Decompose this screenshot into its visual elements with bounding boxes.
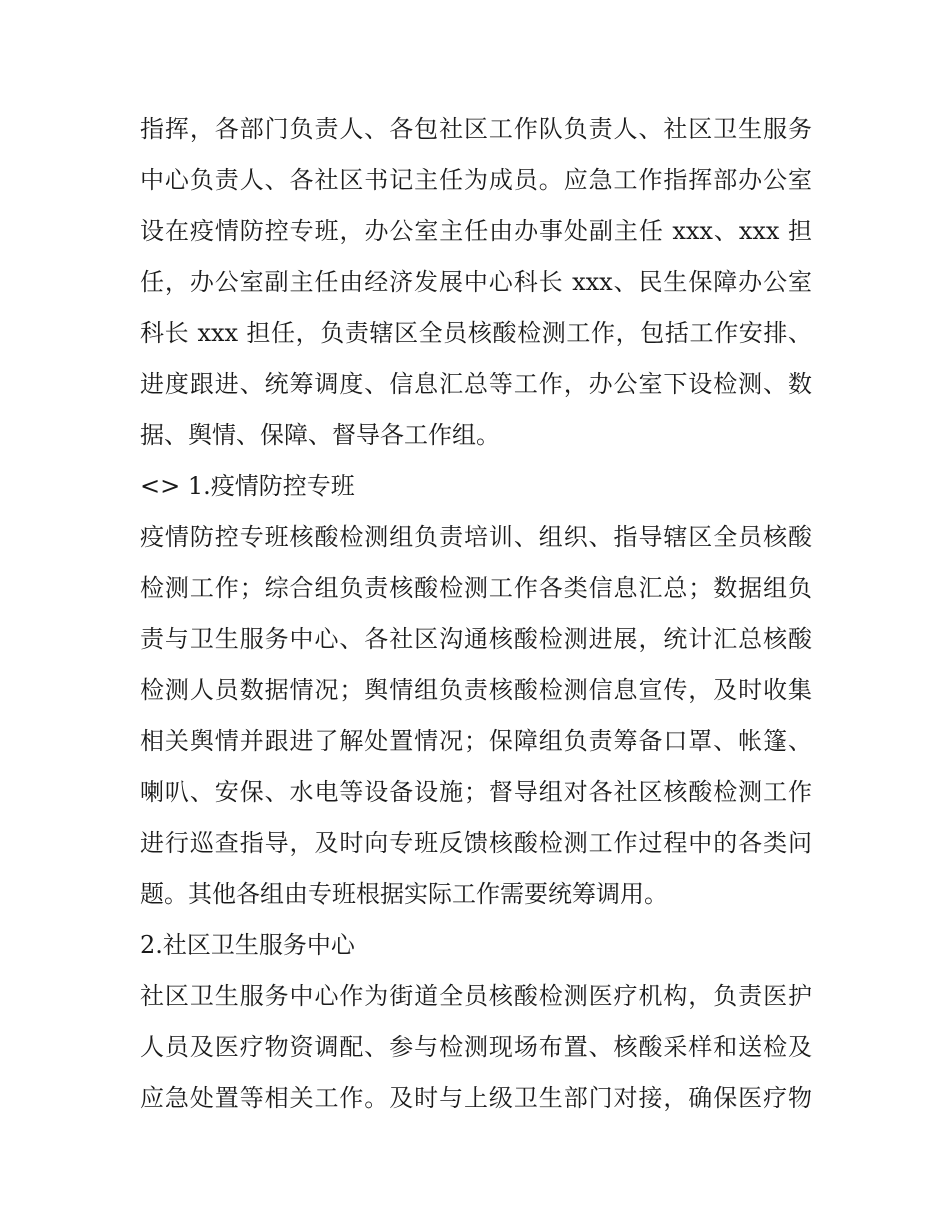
- paragraph-health-center-duties: [140, 971, 812, 1124]
- text-line: 设在疫情防控专班，办公室主任由办事处副主任 xxx、xxx 担: [140, 217, 812, 245]
- text-line: 疫情防控专班核酸检测组负责培训、组织、指导辖区全员核酸: [140, 523, 812, 551]
- document-body: [140, 104, 812, 1124]
- text-line: 指挥，各部门负责人、各包社区工作队负责人、社区卫生服务: [140, 115, 812, 143]
- text-line: 检测人员数据情况；舆情组负责核酸检测信息宣传，及时收集: [140, 676, 812, 704]
- text-line: 检测工作；综合组负责核酸检测工作各类信息汇总；数据组负: [140, 574, 812, 602]
- text-line: 中心负责人、各社区书记主任为成员。应急工作指挥部办公室: [140, 166, 812, 194]
- text-line: 进行巡查指导，及时向专班反馈核酸检测工作过程中的各类问: [140, 829, 812, 857]
- text-line: 任，办公室副主任由经济发展中心科长 xxx、民生保障办公室: [140, 268, 812, 296]
- text-line: 责与卫生服务中心、各社区沟通核酸检测进展，统计汇总核酸: [140, 625, 812, 653]
- text-line: 据、舆情、保障、督导各工作组。: [140, 421, 500, 449]
- text-line: 题。其他各组由专班根据实际工作需要统筹调用。: [140, 880, 668, 908]
- text-line: 社区卫生服务中心作为街道全员核酸检测医疗机构，负责医护: [140, 982, 812, 1010]
- text-line: 进度跟进、统筹调度、信息汇总等工作，办公室下设检测、数: [140, 370, 812, 398]
- paragraph-task-force-duties: [140, 512, 812, 920]
- text-line: 科长 xxx 担任，负责辖区全员核酸检测工作，包括工作安排、: [140, 319, 812, 347]
- text-line: 喇叭、安保、水电等设备设施；督导组对各社区核酸检测工作: [140, 778, 812, 806]
- section-heading-epidemic-task-force: <> 1.疫情防控专班: [140, 472, 355, 500]
- paragraph-command-structure: [140, 104, 812, 461]
- text-line: 相关舆情并跟进了解处置情况；保障组负责筹备口罩、帐篷、: [140, 727, 812, 755]
- section-heading-health-center: 2.社区卫生服务中心: [140, 931, 355, 959]
- text-line: 应急处置等相关工作。及时与上级卫生部门对接，确保医疗物: [140, 1084, 812, 1112]
- text-line: 人员及医疗物资调配、参与检测现场布置、核酸采样和送检及: [140, 1033, 812, 1061]
